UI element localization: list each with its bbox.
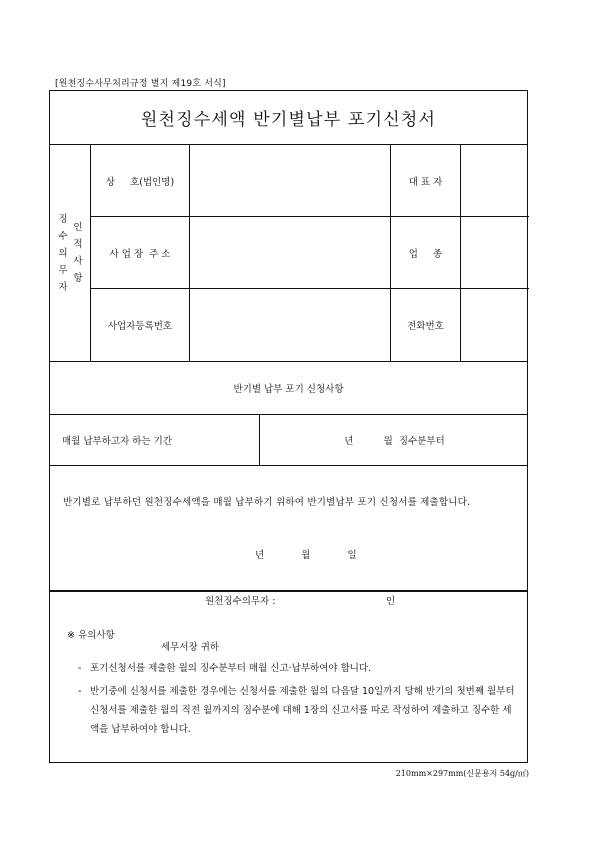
declaration-text: 반기별로 납부하던 원천징수세액을 매월 납부하기 위하여 반기별납부 포기 신청서를 제출합니다. <box>63 497 471 508</box>
date-month-label: 월 <box>301 550 311 561</box>
side-char: 자 <box>58 281 68 293</box>
representative-field[interactable] <box>461 145 529 216</box>
business-address-field[interactable] <box>190 217 391 288</box>
side-char: 징 <box>58 213 68 225</box>
form-title: 원천징수세액 반기별납부 포기신청서 <box>50 91 527 145</box>
business-name-field[interactable] <box>190 145 391 216</box>
side-char: 수 <box>58 230 68 242</box>
side-char: 의 <box>58 247 68 259</box>
notes-block <box>50 590 527 762</box>
applicant-grid <box>91 145 529 361</box>
section-heading: 반기별 납부 포기 신청사항 <box>50 361 527 415</box>
applicant-block <box>50 145 527 361</box>
form-frame <box>49 90 528 763</box>
paper-spec: 210mm×297mm(신문용지 54g/㎡) <box>395 769 529 778</box>
phone-number-label: 전화번호 <box>391 289 461 361</box>
period-row <box>50 415 527 466</box>
applicant-row-address <box>91 217 529 289</box>
registration-number-label: 사업자등록번호 <box>91 289 190 361</box>
applicant-side-label <box>50 145 91 361</box>
period-label: 매월 납부하고자 하는 기간 <box>50 415 260 465</box>
side-char: 사 <box>73 256 83 267</box>
industry-label: 업 종 <box>391 217 461 288</box>
notes-heading: ※ 유의사항 <box>67 630 115 641</box>
side-char: 항 <box>73 273 83 284</box>
period-field[interactable]: 년 월 징수분부터 <box>344 436 445 447</box>
date-year-label: 년 <box>255 550 265 561</box>
seal-mark[interactable]: 인 <box>386 596 396 607</box>
signer-label: 원천징수의무자 : <box>205 596 276 607</box>
side-column-1 <box>56 145 70 361</box>
list-item <box>78 659 518 678</box>
recipient-label: 세무서장 귀하 <box>161 642 220 653</box>
registration-number-field[interactable] <box>190 289 391 361</box>
applicant-row-registration <box>91 289 529 361</box>
phone-number-field[interactable] <box>461 289 529 361</box>
list-item <box>78 682 518 739</box>
dash-bullet: - <box>78 663 82 674</box>
representative-label: 대 표 자 <box>391 145 461 216</box>
side-char: 무 <box>58 264 68 276</box>
applicant-row-business-name <box>91 145 529 217</box>
form-header-label: [원천징수사무처리규정 별지 제19호 서식] <box>55 79 226 89</box>
side-char: 인 <box>73 222 83 233</box>
business-name-label: 상 호(법인명) <box>91 145 190 216</box>
note-text: 반기중에 신청서를 제출한 경우에는 신청서를 제출한 월의 다음달 10일까지 당해 반기의 첫번째 월부터 신청서를 제출한 월의 직전 월까지의 징수분에 대해 1장의 신고서를 따로 작성하여 제출하고 징수한 세액을 납부하여야 합니다. <box>90 686 515 735</box>
industry-field[interactable] <box>461 217 529 288</box>
dash-bullet: - <box>78 686 82 697</box>
side-char: 적 <box>73 239 83 250</box>
declaration-date[interactable] <box>255 547 357 561</box>
note-text: 포기신청서를 제출한 월의 징수분부터 매월 신고·납부하여야 합니다. <box>90 663 372 674</box>
business-address-label: 사 업 장 주 소 <box>91 217 190 288</box>
side-column-2 <box>71 145 85 361</box>
notes-list <box>78 659 518 743</box>
date-day-label: 일 <box>347 550 357 561</box>
